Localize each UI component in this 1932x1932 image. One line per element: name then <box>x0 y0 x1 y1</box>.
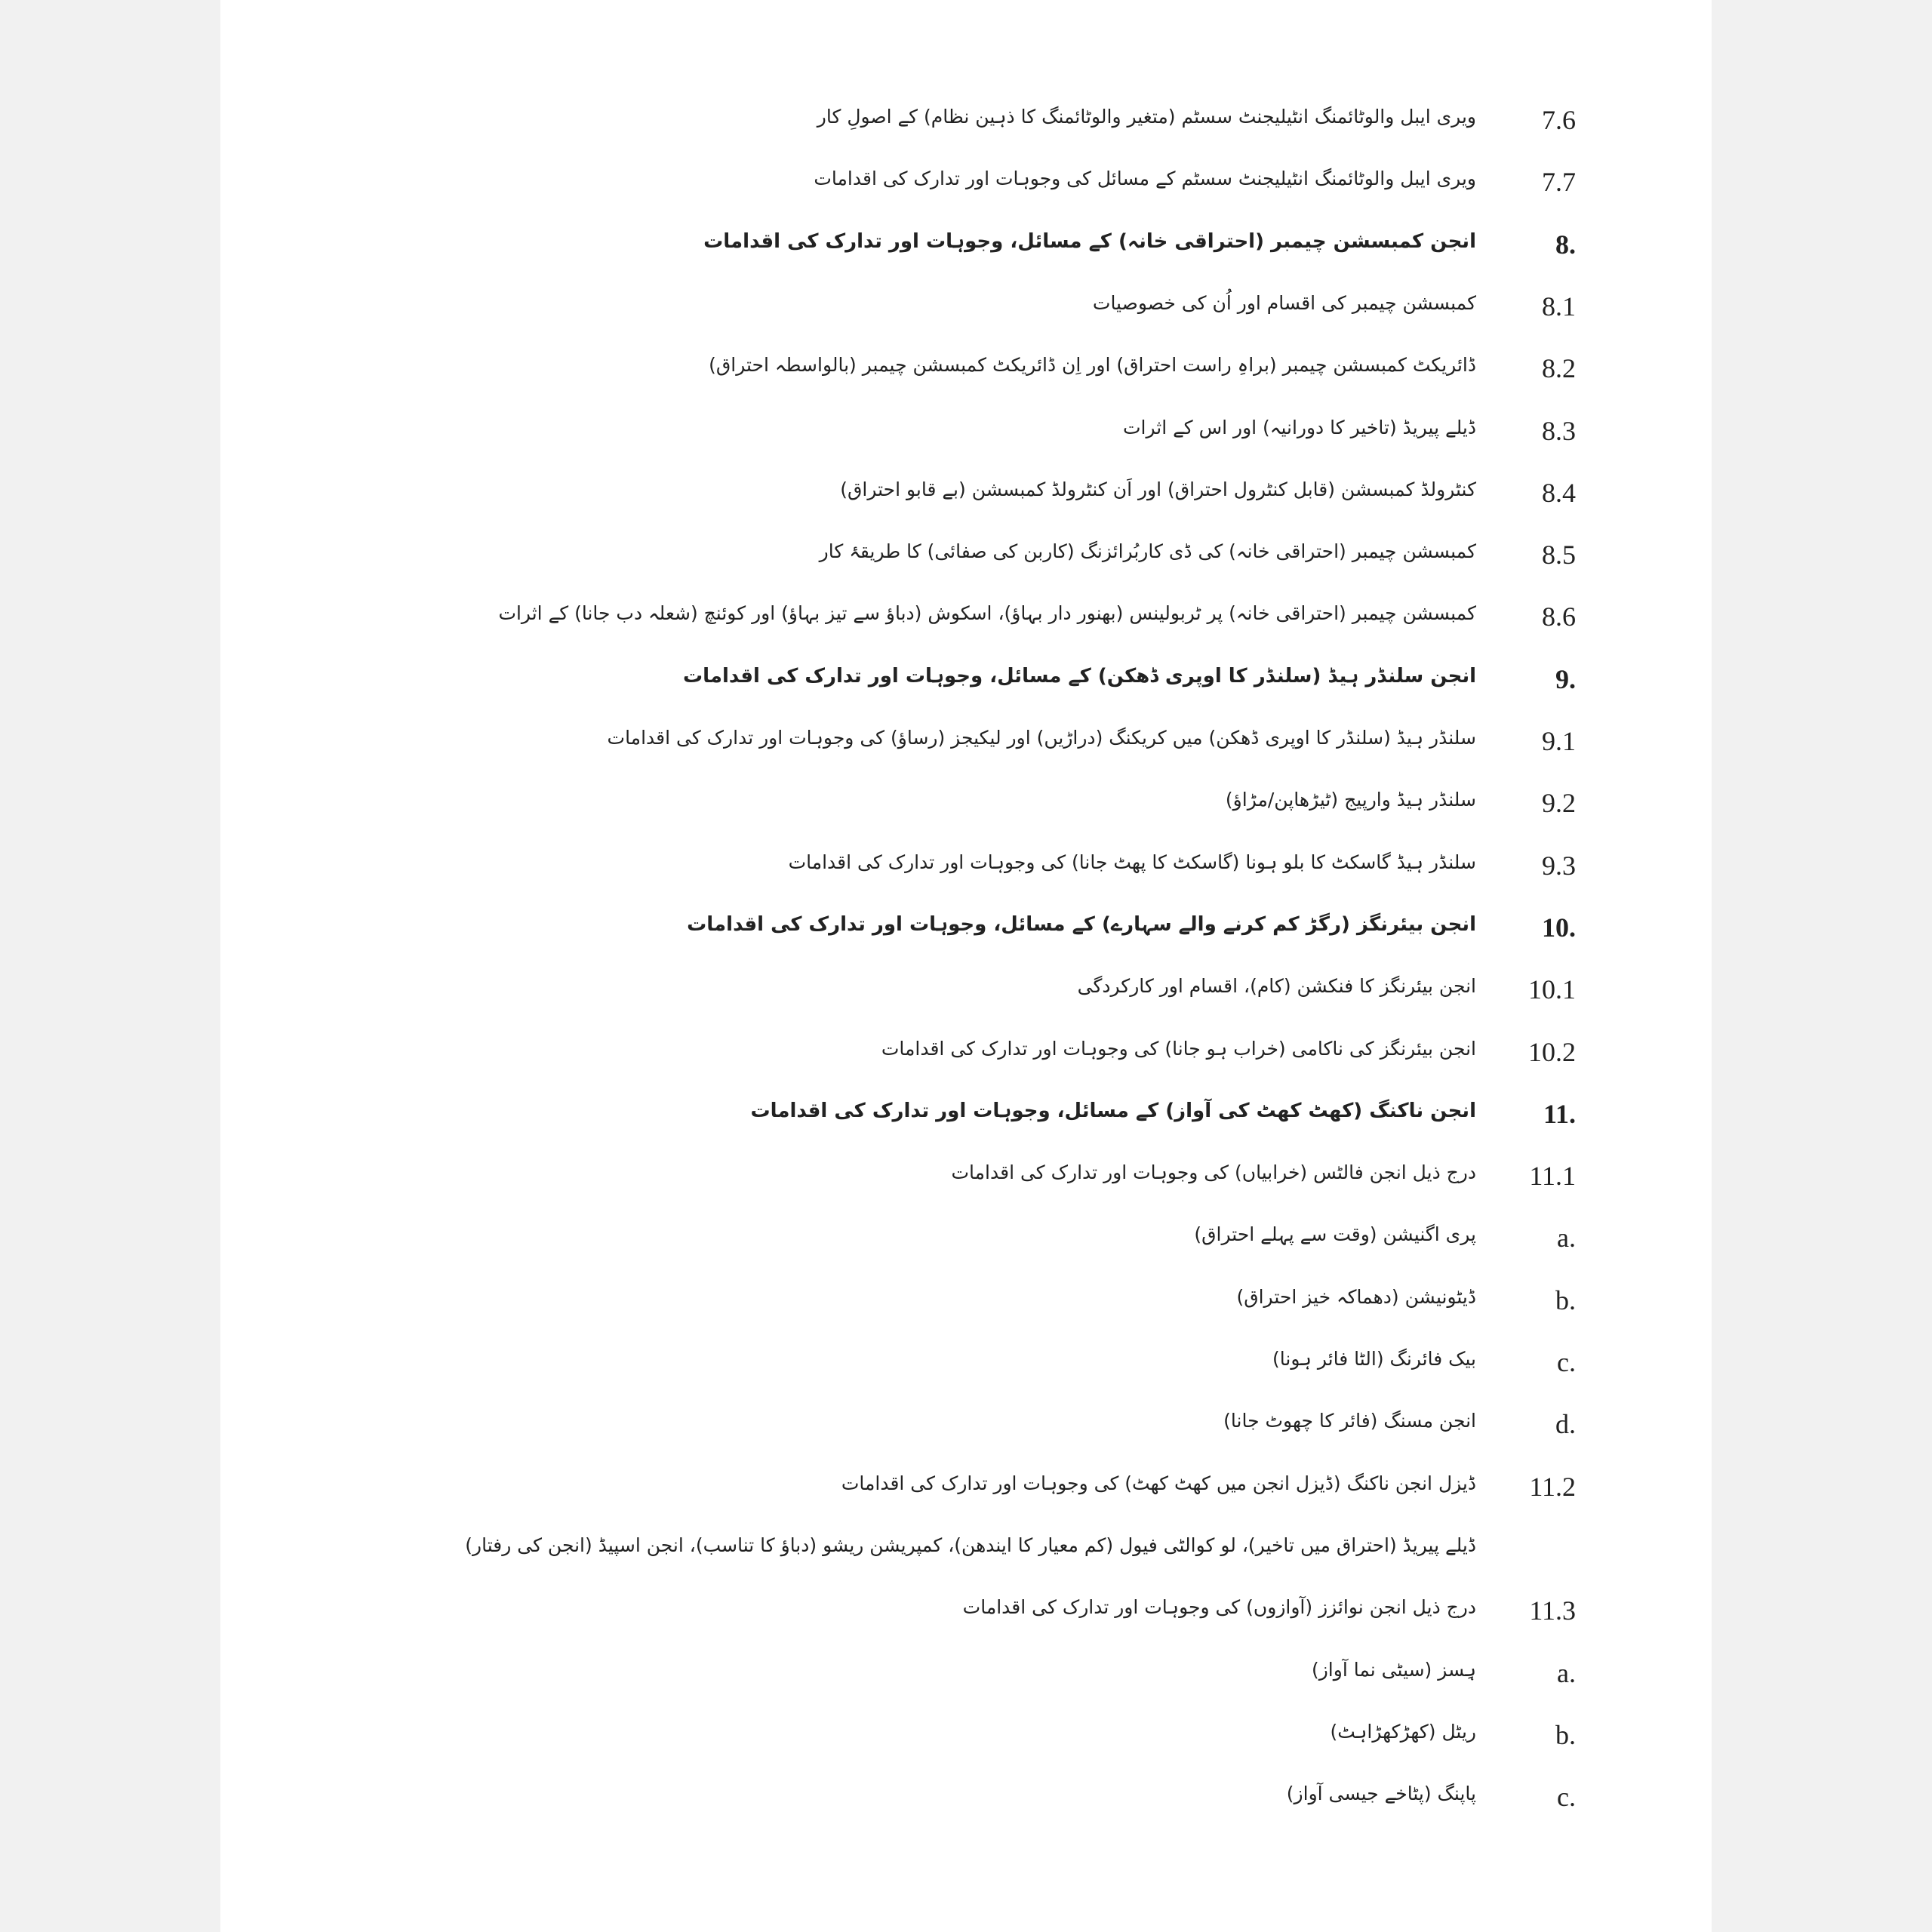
item-text: سلنڈر ہیڈ گاسکٹ کا بلو ہونا (گاسکٹ کا پھٹ جانا) کی وجوہات اور تدارک کی اقدامات <box>788 851 1476 873</box>
item-text: انجن کمبسشن چیمبر (احتراقی خانہ) کے مسائل، وجوہات اور تدارک کی اقدامات <box>703 230 1476 253</box>
document-page <box>220 0 1712 1932</box>
item-text: ویری ایبل والوٹائمنگ انٹیلیجنٹ سسٹم (متغیر والوٹائمنگ کا ذہین نظام) کے اصولِ کار <box>817 106 1476 128</box>
item-text: ڈیلے پیریڈ (تاخیر کا دورانیہ) اور اس کے اثرات <box>1122 417 1476 438</box>
item-number: 9.1 <box>1542 726 1576 756</box>
list-item <box>220 1281 1712 1330</box>
list-item <box>220 1468 1712 1516</box>
list-item <box>220 1654 1712 1703</box>
list-item <box>220 1343 1712 1392</box>
item-text: ڈیٹونیشن (دھماکہ خیز احتراق) <box>1236 1286 1476 1308</box>
item-number: c. <box>1557 1347 1576 1377</box>
item-number: c. <box>1557 1782 1576 1812</box>
section-heading <box>220 660 1712 709</box>
item-number: 10.2 <box>1528 1037 1576 1067</box>
list-item <box>220 1716 1712 1764</box>
list-item <box>220 598 1712 646</box>
item-number: 8. <box>1555 229 1576 260</box>
item-number: a. <box>1557 1223 1576 1253</box>
item-text: ڈیزل انجن ناکنگ (ڈیزل انجن میں کھٹ کھٹ) کی وجوہات اور تدارک کی اقدامات <box>841 1472 1476 1494</box>
item-number: 7.7 <box>1542 167 1576 197</box>
item-text: درج ذیل انجن نوائزز (آوازوں) کی وجوہات اور تدارک کی اقدامات <box>962 1596 1476 1618</box>
item-number: 8.4 <box>1542 478 1576 508</box>
item-text: ویری ایبل والوٹائمنگ انٹیلیجنٹ سسٹم کے مسائل کی وجوہات اور تدارک کی اقدامات <box>814 168 1476 189</box>
item-text: ہِسز (سیٹی نما آواز) <box>1311 1659 1476 1681</box>
list-item <box>220 101 1712 149</box>
item-text: کنٹرولڈ کمبسشن (قابل کنٹرول احتراق) اور اَن کنٹرولڈ کمبسشن (بے قابو احتراق) <box>840 478 1476 500</box>
item-number: 10. <box>1542 912 1576 943</box>
list-item <box>220 784 1712 832</box>
list-item <box>220 722 1712 771</box>
item-text: پاپنگ (پٹاخے جیسی آواز) <box>1286 1783 1476 1804</box>
list-item <box>220 163 1712 211</box>
item-number: a. <box>1557 1658 1576 1688</box>
item-number: 9.2 <box>1542 788 1576 818</box>
item-number: 10.1 <box>1528 974 1576 1004</box>
item-number: 8.1 <box>1542 291 1576 321</box>
item-text: انجن بیئرنگز کا فنکشن (کام)، اقسام اور کارکردگی <box>1077 975 1476 997</box>
item-text: سلنڈر ہیڈ (سلنڈر کا اوپری ڈھکن) میں کریکنگ (دراڑیں) اور لیکیجز (رساؤ) کی وجوہات اور تدارک کی اقدامات <box>607 727 1476 749</box>
list-item <box>220 1033 1712 1081</box>
item-text: انجن مسنگ (فائر کا چھوٹ جانا) <box>1223 1410 1476 1432</box>
item-text: ڈائریکٹ کمبسشن چیمبر (براہِ راست احتراق) اور اِن ڈائریکٹ کمبسشن چیمبر (بالواسطہ احتراق) <box>709 354 1476 376</box>
list-item <box>220 1405 1712 1454</box>
list-item <box>220 1157 1712 1205</box>
list-item <box>220 1219 1712 1267</box>
item-text: ڈیلے پیریڈ (احتراق میں تاخیر)، لو کوالٹی فیول (کم معیار کا ایندھن)، کمپریشن ریشو (دباؤ کا تناسب)، انجن اسپیڈ (انجن کی رفتار) <box>465 1534 1476 1556</box>
section-heading <box>220 226 1712 274</box>
item-text: سلنڈر ہیڈ وارپیج (ٹیڑھاپن/مڑاؤ) <box>1225 789 1476 811</box>
item-number: 11.2 <box>1529 1472 1576 1502</box>
item-number: d. <box>1555 1409 1576 1439</box>
item-text: کمبسشن چیمبر (احتراقی خانہ) کی ڈی کاربُرائزنگ (کاربن کی صفائی) کا طریقۂ کار <box>819 540 1476 562</box>
item-number: 8.5 <box>1542 540 1576 570</box>
item-number: 9.3 <box>1542 851 1576 881</box>
list-item <box>220 474 1712 522</box>
item-number: 8.6 <box>1542 601 1576 632</box>
item-number: 11.3 <box>1529 1595 1576 1626</box>
item-text: ریٹل (کھڑکھڑاہٹ) <box>1330 1721 1476 1743</box>
list-item <box>220 1592 1712 1640</box>
list-item <box>220 1778 1712 1826</box>
item-number: 11. <box>1543 1099 1576 1129</box>
list-item <box>220 412 1712 460</box>
item-text: کمبسشن چیمبر (احتراقی خانہ) پر ٹربولینس (بھنور دار بہاؤ)، اسکوش (دباؤ سے تیز بہاؤ) اور کوئنچ (شعلہ دب جانا) کے اثرات <box>498 602 1476 624</box>
item-text: پری اگنیشن (وقت سے پہلے احتراق) <box>1194 1223 1476 1245</box>
item-number: 8.3 <box>1542 416 1576 446</box>
section-heading <box>220 909 1712 957</box>
item-number: b. <box>1555 1285 1576 1315</box>
item-text: بیک فائرنگ (الٹا فائر ہونا) <box>1272 1348 1476 1370</box>
list-item <box>220 971 1712 1019</box>
list-item <box>220 536 1712 584</box>
list-item <box>220 288 1712 336</box>
item-number: 9. <box>1555 664 1576 694</box>
item-text: انجن ناکنگ (کھٹ کھٹ کی آواز) کے مسائل، وجوہات اور تدارک کی اقدامات <box>750 1100 1476 1122</box>
item-text: انجن بیئرنگز (رگڑ کم کرنے والے سہارے) کے مسائل، وجوہات اور تدارک کی اقدامات <box>687 913 1476 936</box>
section-heading <box>220 1095 1712 1143</box>
item-text: انجن بیئرنگز کی ناکامی (خراب ہو جانا) کی وجوہات اور تدارک کی اقدامات <box>881 1038 1476 1060</box>
item-text: کمبسشن چیمبر کی اقسام اور اُن کی خصوصیات <box>1092 292 1476 314</box>
item-text: درج ذیل انجن فالٹس (خرابیاں) کی وجوہات اور تدارک کی اقدامات <box>951 1161 1476 1183</box>
list-item <box>220 349 1712 398</box>
item-number: 7.6 <box>1542 105 1576 135</box>
item-number: 8.2 <box>1542 353 1576 383</box>
item-number: b. <box>1555 1720 1576 1750</box>
item-text: انجن سلنڈر ہیڈ (سلنڈر کا اوپری ڈھکن) کے مسائل، وجوہات اور تدارک کی اقدامات <box>683 665 1476 688</box>
list-item <box>220 847 1712 895</box>
list-item <box>220 1530 1712 1578</box>
item-number: 11.1 <box>1529 1161 1576 1191</box>
